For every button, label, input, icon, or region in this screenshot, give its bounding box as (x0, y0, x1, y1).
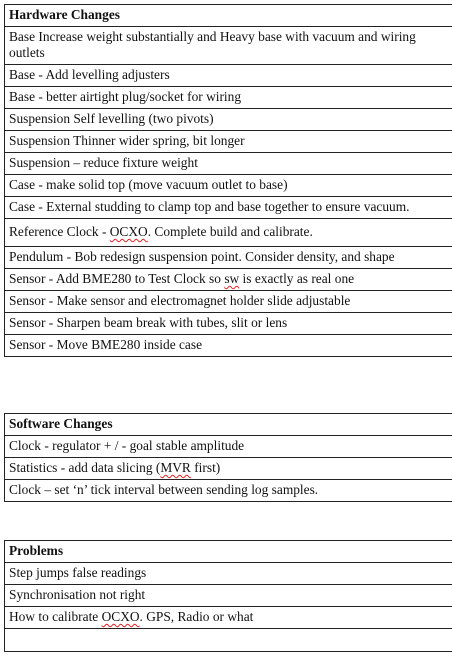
row-prefix: Sensor - Add BME280 to Test Clock so (9, 271, 225, 286)
spellcheck-word: OCXO (109, 224, 148, 239)
problems-row: Synchronisation not right (5, 585, 452, 607)
row-prefix: How to calibrate (9, 609, 102, 624)
row-prefix: Reference Clock - (9, 224, 110, 239)
hardware-row-sensor-bme (5, 269, 452, 291)
hardware-heading: Hardware Changes (5, 5, 452, 27)
hardware-row: Suspension Self levelling (two pivots) (5, 109, 452, 131)
software-row-statistics (5, 458, 452, 480)
spellcheck-word: OCXO (101, 609, 140, 624)
problems-row-empty (5, 629, 452, 652)
problems-table (4, 540, 452, 652)
row-suffix: . Complete build and calibrate. (147, 224, 313, 239)
hardware-changes-table (4, 4, 452, 357)
hardware-row: Sensor - Make sensor and electromagnet holder slide adjustable (5, 291, 452, 313)
hardware-row: Sensor - Move BME280 inside case (5, 335, 452, 357)
hardware-row: Suspension – reduce fixture weight (5, 153, 452, 175)
hardware-row: Sensor - Sharpen beam break with tubes, slit or lens (5, 313, 452, 335)
hardware-row: Case - External studding to clamp top and base together to ensure vacuum. (5, 197, 452, 219)
hardware-row: Base Increase weight substantially and Heavy base with vacuum and wiring outlets (5, 27, 452, 65)
spellcheck-word: MVR (160, 460, 191, 475)
software-heading: Software Changes (5, 414, 452, 436)
row-prefix: Statistics - add data slicing ( (9, 460, 161, 475)
row-suffix: . GPS, Radio or what (139, 609, 254, 624)
row-suffix: first) (190, 460, 221, 475)
problems-row-calibrate (5, 607, 452, 629)
row-suffix: is exactly as real one (239, 271, 355, 286)
spellcheck-word: sw (224, 271, 240, 286)
hardware-row: Suspension Thinner wider spring, bit longer (5, 131, 452, 153)
hardware-row-reference-clock (5, 219, 452, 247)
hardware-row: Base - Add levelling adjusters (5, 65, 452, 87)
hardware-row: Base - better airtight plug/socket for wiring (5, 87, 452, 109)
problems-row: Step jumps false readings (5, 563, 452, 585)
hardware-row: Case - make solid top (move vacuum outlet to base) (5, 175, 452, 197)
software-row: Clock - regulator + / - goal stable amplitude (5, 436, 452, 458)
software-changes-table (4, 413, 452, 502)
problems-heading: Problems (5, 541, 452, 563)
hardware-row: Pendulum - Bob redesign suspension point. Consider density, and shape (5, 247, 452, 269)
software-row: Clock – set ‘n’ tick interval between sending log samples. (5, 480, 452, 502)
